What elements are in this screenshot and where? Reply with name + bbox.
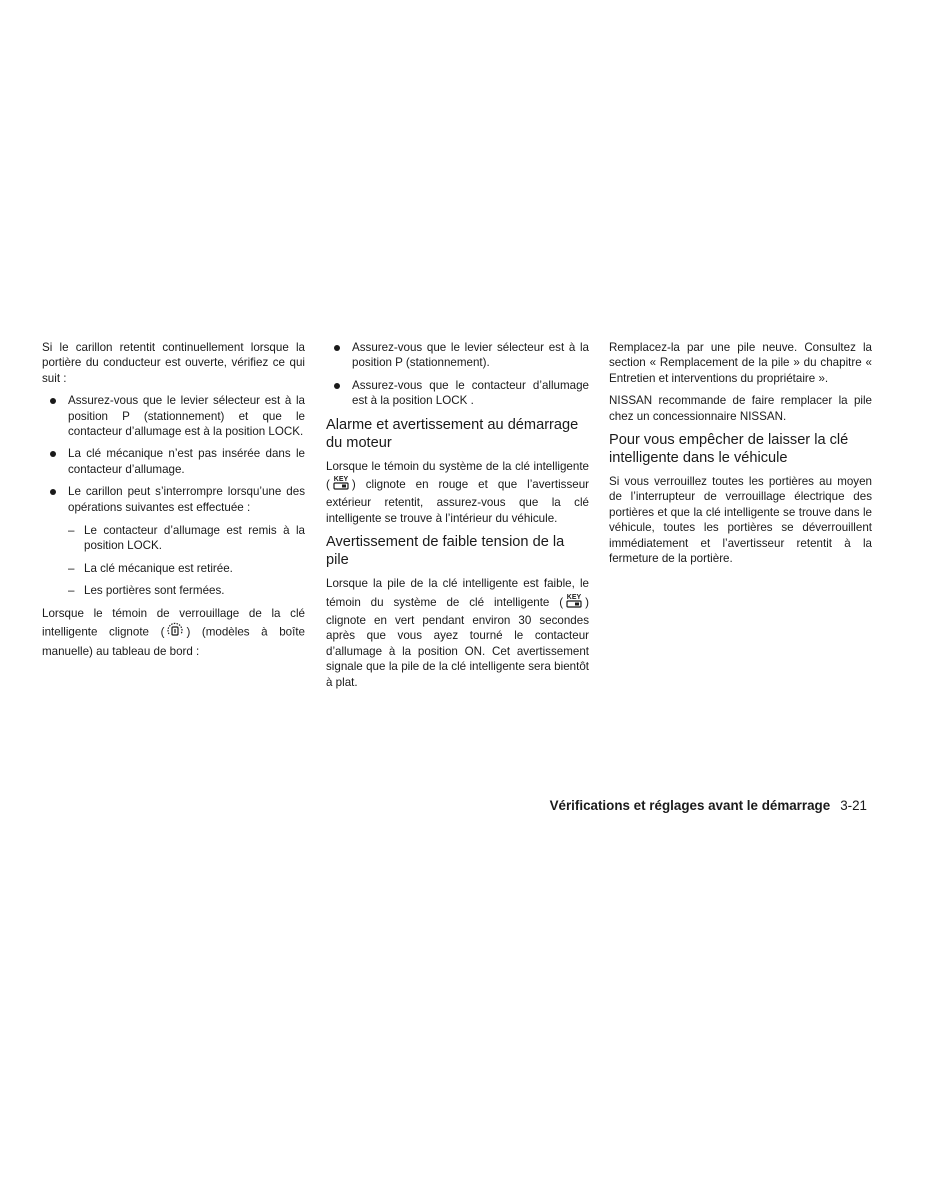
outro-paragraph: Lorsque le témoin de verrouillage de la clé intelligente clignote ( ) (modèles à boîte manuelle) au tableau de bord : xyxy=(42,606,305,658)
check-list xyxy=(326,340,589,409)
column-1 xyxy=(42,340,305,666)
svg-text:KEY: KEY xyxy=(566,593,582,601)
key-indicator-icon xyxy=(332,474,350,495)
bullet-icon xyxy=(50,451,56,457)
list-item: Assurez-vous que le levier sélecteur est à la position P (stationnement) et que le contacteur d’allumage est à la position LOCK. xyxy=(42,393,305,439)
bullet-icon xyxy=(334,345,340,351)
page-number: 3-21 xyxy=(840,798,867,813)
sub-list xyxy=(68,523,305,599)
paragraph: Lorsque la pile de la clé intelligente est faible, le témoin du système de clé intelligente ( KEY ) clignote en vert pendant environ 30 secondes après que vous ayez tourné le contacteur d’allumage à la position ON. Cet avertissement signale que la pile de la clé intelligente sera bientôt à plat. xyxy=(326,577,589,689)
paragraph: Lorsque le témoin du système de la clé intelligente ( KEY ) clignote en rouge et que l’avertisseur extérieur retentit, assurez-vous que la clé intelligente se trouve à l’intérieur du véhicule. xyxy=(326,459,589,525)
section-heading: Pour vous empêcher de laisser la clé intelligente dans le véhicule xyxy=(609,432,849,467)
check-list xyxy=(42,393,305,598)
column-3 xyxy=(609,340,872,573)
column-2 xyxy=(326,340,589,697)
svg-text:KEY: KEY xyxy=(333,476,349,484)
list-item: Assurez-vous que le levier sélecteur est à la position P (stationnement). xyxy=(326,340,589,371)
paragraph: Si vous verrouillez toutes les portières au moyen de l’interrupteur de verrouillage électrique des portières et que la clé intelligente se trouve dans le véhicule, toutes les portières se déverrouillent immédiatement et l’avertisseur retentit à la fermeture de la portière. xyxy=(609,475,872,566)
bullet-icon xyxy=(334,383,340,389)
intro-paragraph: Si le carillon retentit continuellement lorsque la portière du conducteur est ouverte, vérifiez ce qui suit : xyxy=(42,341,305,385)
paragraph: NISSAN recommande de faire remplacer la pile chez un concessionnaire NISSAN. xyxy=(609,394,872,423)
list-item: Assurez-vous que le contacteur d’allumage est à la position LOCK . xyxy=(326,378,589,409)
bullet-icon xyxy=(50,398,56,404)
page-footer xyxy=(550,798,867,813)
section-heading: Avertissement de faible tension de la pile xyxy=(326,534,565,569)
list-item: Le carillon peut s’interrompre lorsqu’une des opérations suivantes est effectuée : – Le contacteur d’allumage est remis à la position LOCK. – La clé mécanique est retirée. – Les portières sont fermées. xyxy=(42,484,305,598)
sub-list-item: – La clé mécanique est retirée. xyxy=(68,561,233,575)
bullet-icon xyxy=(50,489,56,495)
key-lock-indicator-icon xyxy=(166,621,184,643)
key-indicator-icon xyxy=(565,592,583,613)
list-item: La clé mécanique n’est pas insérée dans le contacteur d’allumage. xyxy=(42,446,305,477)
sub-list-item: – Les portières sont fermées. xyxy=(68,584,225,598)
section-title: Vérifications et réglages avant le démarrage xyxy=(549,798,831,813)
sub-list-item: – Le contacteur d’allumage est remis à la position LOCK. xyxy=(68,524,305,553)
section-heading: Alarme et avertissement au démarrage du moteur xyxy=(326,416,579,451)
paragraph: Remplacez-la par une pile neuve. Consultez la section « Remplacement de la pile » du chapitre « Entretien et interventions du propriétaire ». xyxy=(609,341,872,385)
